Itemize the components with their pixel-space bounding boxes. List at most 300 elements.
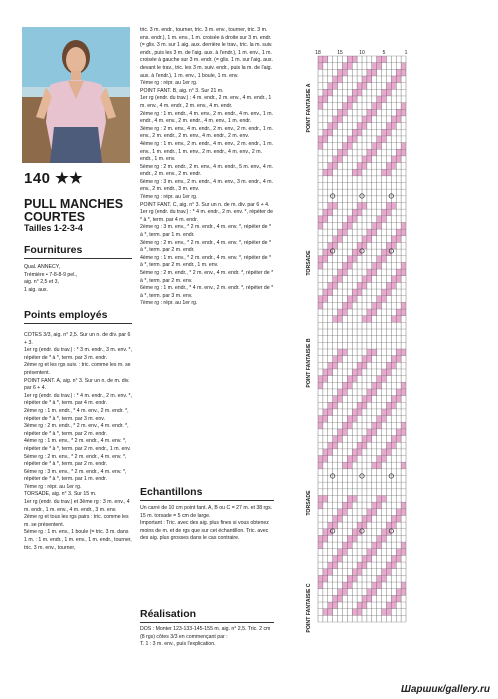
- chart-purl-cell: [391, 116, 396, 123]
- chart-purl-cell: [396, 109, 401, 116]
- chart-purl-cell: [367, 269, 372, 276]
- chart-purl-cell: [396, 595, 401, 602]
- chart-purl-cell: [401, 462, 406, 469]
- chart-purl-cell: [338, 595, 343, 602]
- chart-purl-cell: [342, 582, 347, 589]
- chart-purl-cell: [401, 382, 406, 389]
- chart-purl-cell: [367, 276, 372, 283]
- chart-purl-cell: [347, 582, 352, 589]
- chart-purl-cell: [396, 509, 401, 516]
- chart-purl-cell: [347, 535, 352, 542]
- chart-purl-cell: [382, 216, 387, 223]
- chart-purl-cell: [396, 309, 401, 316]
- model-photo: [22, 27, 130, 163]
- chart-purl-cell: [362, 362, 367, 369]
- chart-purl-cell: [377, 575, 382, 582]
- chart-purl-cell: [328, 602, 333, 609]
- chart-purl-cell: [372, 143, 377, 150]
- chart-purl-cell: [342, 502, 347, 509]
- chart-purl-cell: [391, 123, 396, 130]
- chart-purl-cell: [372, 63, 377, 70]
- chart-purl-cell: [372, 149, 377, 156]
- chart-purl-cell: [367, 356, 372, 363]
- chart-purl-cell: [328, 362, 333, 369]
- chart-purl-cell: [352, 529, 357, 536]
- chart-purl-cell: [367, 349, 372, 356]
- chart-purl-cell: [391, 202, 396, 209]
- chart-purl-cell: [357, 209, 362, 216]
- chart-purl-cell: [347, 502, 352, 509]
- chart-purl-cell: [318, 222, 323, 229]
- chart-purl-cell: [347, 296, 352, 303]
- chart-section-label: POINT FANTAISIE A: [306, 83, 312, 133]
- chart-purl-cell: [386, 282, 391, 289]
- chart-purl-cell: [377, 456, 382, 463]
- chart-purl-cell: [372, 429, 377, 436]
- chart-purl-cell: [342, 549, 347, 556]
- chart-purl-cell: [318, 502, 323, 509]
- chart-purl-cell: [377, 302, 382, 309]
- chart-purl-cell: [323, 416, 328, 423]
- chart-purl-cell: [318, 462, 323, 469]
- chart-purl-cell: [401, 389, 406, 396]
- chart-purl-cell: [362, 76, 367, 83]
- chart-purl-cell: [342, 109, 347, 116]
- chart-purl-cell: [382, 495, 387, 502]
- chart-purl-cell: [382, 96, 387, 103]
- chart-purl-cell: [377, 63, 382, 70]
- chart-purl-cell: [338, 76, 343, 83]
- chart-purl-cell: [342, 103, 347, 110]
- chart-purl-cell: [352, 376, 357, 383]
- chart-purl-cell: [338, 236, 343, 243]
- chart-purl-cell: [347, 262, 352, 269]
- chart-purl-cell: [377, 103, 382, 110]
- pattern-title: PULL MANCHES COURTES: [24, 197, 124, 224]
- chart-purl-cell: [318, 382, 323, 389]
- chart-section-label: POINT FANTAISIE C: [306, 583, 312, 633]
- chart-purl-cell: [342, 382, 347, 389]
- chart-purl-cell: [318, 535, 323, 542]
- chart-purl-cell: [391, 356, 396, 363]
- chart-purl-cell: [367, 76, 372, 83]
- chart-purl-cell: [377, 256, 382, 263]
- chart-purl-cell: [377, 143, 382, 150]
- chart-purl-cell: [347, 382, 352, 389]
- chart-purl-cell: [382, 136, 387, 143]
- chart-purl-cell: [372, 269, 377, 276]
- chart-purl-cell: [338, 349, 343, 356]
- chart-purl-cell: [357, 282, 362, 289]
- chart-purl-cell: [362, 116, 367, 123]
- chart-purl-cell: [318, 416, 323, 423]
- chart-purl-cell: [342, 222, 347, 229]
- chart-purl-cell: [386, 569, 391, 576]
- chart-purl-cell: [333, 242, 338, 249]
- chart-purl-cell: [386, 249, 391, 256]
- chart-purl-cell: [377, 296, 382, 303]
- chart-purl-cell: [396, 436, 401, 443]
- chart-purl-cell: [357, 609, 362, 616]
- chart-purl-cell: [318, 136, 323, 143]
- chart-purl-cell: [367, 595, 372, 602]
- chart-purl-cell: [396, 236, 401, 243]
- chart-purl-cell: [338, 149, 343, 156]
- chart-purl-cell: [362, 236, 367, 243]
- chart-purl-cell: [386, 522, 391, 529]
- chart-purl-cell: [357, 89, 362, 96]
- section-fournitures: Fournitures: [24, 244, 83, 256]
- points-text-continued: tric. 3 m. endr., tourner, tric. 3 m. env., tourner, tric. 3 m. ens. endr.), 1 m. env., 1 m. croisée à droite sur 3 m. endr. (= glis. 3 m. sur 1 aig. aux. derrière le trav., tric. la m. suiv. endr., puis les 3 m. de l'aig. aux. à l'endr.), 1 m. env., 1 m. croisée à gauche sur 3 m. endr. (= glis. 1 m. sur l'aig. aux. devant le trav., tric. les 3 m. suiv. endr., puis la m. de l'aig. aux. à l'endr.), 1 m. env., 1 boule, 1 m. env. 7ème rg : répr. au 1er rg. POINT FANT. B, aig. n° 3. Sur 21 m. 1er rg (endr. du trav.) : 4 m. endr., 2 m. env., 4 m. endr., 1 m. env., 4 m. endr., 2 m. env., 4 m. endr. 2ème rg : 1 m. endr., 4 m. env., 2 m. endr., 4 m. env., 1 m. endr., 4 m. env., 2 m. endr., 4 m. env., 1 m. endr. 3ème rg : 2 m. env., 4 m. endr., 2 m. env., 2 m. endr., 1 m. env., 2 m. endr., 2 m. env., 4 m. endr., 2 m. env. 4ème rg : 1 m. env., 2 m. endr., 4 m. env., 2 m. endr., 1 m. env., 1 m. endr., 1 m. env., 2 m. endr., 4 m. env., 2 m. endr., 1 m. env. 5ème rg : 2 m. endr., 2 m. env., 4 m. endr., 5 m. env., 4 m. endr., 2 m. env., 2 m. endr. 6ème rg : 3 m. env., 2 m. endr., 4 m. env., 3 m. endr., 4 m. env., 2 m. endr., 3 m. env. 7ème rg : répr. au 1er rg. POINT FANT. C, aig. n° 3. Sur un n. de m. div. par 6 + 4. 1er rg (endr. du trav.) : * 4 m. endr., 2 m. env. *, répéter de * à *, term. par 4 m. endr. 2ème rg : 3 m. env., * 2 m. endr., 4 m. env. *, répéter de * à *, term. par 1 m. endr. 3ème rg : 2 m. env., * 2 m. endr., 4 m. env. *, répéter de * à *, term. par 2 m. endr. 4ème rg : 1 m. env., * 2 m. endr., 4 m. env. *, répéter de * à *, term. par 2 m. endr., 1 m. env. 5ème rg : 2 m. endr., * 2 m. env., 4 m. endr. *, répéter de * à *, term. par 2 m. env. 6ème rg : 1 m. endr., * 4 m. env., 2 m. endr. *, répéter de * à *, term. par 3 m. env. 7ème rg : répr. au 1er rg.: [140, 27, 274, 307]
- chart-purl-cell: [318, 216, 323, 223]
- chart-purl-cell: [318, 376, 323, 383]
- chart-purl-cell: [367, 396, 372, 403]
- chart-purl-cell: [347, 495, 352, 502]
- chart-purl-cell: [372, 502, 377, 509]
- chart-purl-cell: [323, 296, 328, 303]
- chart-purl-cell: [357, 163, 362, 170]
- chart-purl-cell: [391, 436, 396, 443]
- realisation-text: DOS : Monter 123-133-145-155 m. aig. n° 2,5. Tric. 2 cm (8 rgs) côtes 3/3 en commençant par : T. 1 : 3 m. env., puis l'explication.: [140, 626, 271, 648]
- chart-purl-cell: [367, 389, 372, 396]
- chart-purl-cell: [401, 549, 406, 556]
- chart-purl-cell: [328, 282, 333, 289]
- chart-purl-cell: [352, 409, 357, 416]
- chart-purl-cell: [386, 123, 391, 130]
- chart-purl-cell: [377, 582, 382, 589]
- chart-purl-cell: [323, 96, 328, 103]
- chart-purl-cell: [328, 402, 333, 409]
- chart-purl-cell: [362, 436, 367, 443]
- chart-purl-cell: [347, 416, 352, 423]
- chart-purl-cell: [372, 222, 377, 229]
- chart-purl-cell: [401, 422, 406, 429]
- chart-purl-cell: [318, 56, 323, 63]
- chart-purl-cell: [382, 535, 387, 542]
- chart-purl-cell: [362, 163, 367, 170]
- chart-purl-cell: [362, 555, 367, 562]
- chart-purl-cell: [367, 429, 372, 436]
- chart-purl-cell: [342, 349, 347, 356]
- chart-purl-cell: [328, 562, 333, 569]
- chart-purl-cell: [328, 129, 333, 136]
- chart-purl-cell: [377, 136, 382, 143]
- divider: [24, 258, 132, 259]
- chart-purl-cell: [323, 129, 328, 136]
- chart-purl-cell: [338, 356, 343, 363]
- chart-purl-cell: [347, 462, 352, 469]
- chart-purl-cell: [352, 249, 357, 256]
- chart-purl-cell: [352, 216, 357, 223]
- chart-purl-cell: [347, 376, 352, 383]
- chart-purl-cell: [357, 569, 362, 576]
- chart-purl-cell: [382, 575, 387, 582]
- chart-purl-cell: [328, 123, 333, 130]
- chart-purl-cell: [382, 256, 387, 263]
- chart-purl-cell: [328, 369, 333, 376]
- chart-purl-cell: [318, 495, 323, 502]
- chart-purl-cell: [391, 362, 396, 369]
- chart-purl-cell: [342, 509, 347, 516]
- chart-purl-cell: [367, 149, 372, 156]
- chart-purl-cell: [323, 609, 328, 616]
- chart-purl-cell: [391, 602, 396, 609]
- chart-purl-cell: [377, 542, 382, 549]
- chart-purl-cell: [367, 555, 372, 562]
- chart-purl-cell: [401, 63, 406, 70]
- chart-purl-cell: [377, 56, 382, 63]
- chart-purl-cell: [352, 296, 357, 303]
- chart-purl-cell: [401, 582, 406, 589]
- chart-purl-cell: [386, 202, 391, 209]
- chart-top-number: 10: [359, 50, 365, 56]
- chart-purl-cell: [352, 96, 357, 103]
- chart-purl-cell: [372, 109, 377, 116]
- chart-purl-cell: [357, 169, 362, 176]
- chart-purl-cell: [396, 549, 401, 556]
- chart-purl-cell: [357, 522, 362, 529]
- chart-purl-cell: [396, 349, 401, 356]
- section-echantillons: Echantillons: [140, 486, 203, 498]
- chart-purl-cell: [372, 542, 377, 549]
- chart-purl-cell: [333, 562, 338, 569]
- chart-purl-cell: [333, 202, 338, 209]
- chart-purl-cell: [377, 376, 382, 383]
- chart-purl-cell: [377, 535, 382, 542]
- chart-purl-cell: [347, 256, 352, 263]
- chart-purl-cell: [352, 56, 357, 63]
- chart-purl-cell: [396, 429, 401, 436]
- chart-purl-cell: [323, 56, 328, 63]
- chart-purl-cell: [386, 242, 391, 249]
- chart-purl-cell: [342, 229, 347, 236]
- chart-purl-cell: [342, 269, 347, 276]
- chart-purl-cell: [391, 276, 396, 283]
- chart-purl-cell: [401, 429, 406, 436]
- chart-purl-cell: [367, 69, 372, 76]
- chart-purl-cell: [338, 429, 343, 436]
- chart-purl-cell: [367, 509, 372, 516]
- chart-purl-cell: [338, 549, 343, 556]
- chart-purl-cell: [328, 442, 333, 449]
- chart-purl-cell: [333, 123, 338, 130]
- chart-purl-cell: [382, 376, 387, 383]
- chart-purl-cell: [342, 302, 347, 309]
- chart-purl-cell: [372, 509, 377, 516]
- chart-purl-cell: [323, 89, 328, 96]
- chart-purl-cell: [338, 269, 343, 276]
- chart-purl-cell: [391, 83, 396, 90]
- chart-purl-cell: [318, 262, 323, 269]
- chart-purl-cell: [328, 522, 333, 529]
- chart-purl-cell: [357, 362, 362, 369]
- chart-purl-cell: [401, 222, 406, 229]
- chart-purl-cell: [372, 549, 377, 556]
- chart-purl-cell: [323, 169, 328, 176]
- chart-purl-cell: [377, 262, 382, 269]
- chart-purl-cell: [357, 369, 362, 376]
- chart-purl-cell: [342, 589, 347, 596]
- chart-purl-cell: [372, 589, 377, 596]
- chart-purl-cell: [338, 396, 343, 403]
- chart-purl-cell: [396, 396, 401, 403]
- chart-purl-cell: [382, 369, 387, 376]
- chart-purl-cell: [357, 83, 362, 90]
- chart-purl-cell: [391, 316, 396, 323]
- chart-purl-cell: [318, 456, 323, 463]
- chart-purl-cell: [357, 402, 362, 409]
- chart-purl-cell: [328, 569, 333, 576]
- chart-purl-cell: [377, 96, 382, 103]
- chart-purl-cell: [386, 449, 391, 456]
- chart-purl-cell: [357, 202, 362, 209]
- chart-purl-cell: [396, 76, 401, 83]
- chart-purl-cell: [386, 409, 391, 416]
- chart-purl-cell: [396, 116, 401, 123]
- chart-purl-cell: [338, 116, 343, 123]
- chart-purl-cell: [372, 462, 377, 469]
- chart-purl-cell: [362, 282, 367, 289]
- chart-purl-cell: [382, 249, 387, 256]
- chart-top-number: 5: [382, 50, 386, 56]
- chart-purl-cell: [323, 289, 328, 296]
- chart-purl-cell: [328, 163, 333, 170]
- chart-purl-cell: [318, 256, 323, 263]
- chart-purl-cell: [401, 69, 406, 76]
- chart-purl-cell: [338, 555, 343, 562]
- chart-purl-cell: [328, 209, 333, 216]
- chart-purl-cell: [391, 163, 396, 170]
- chart-purl-cell: [328, 609, 333, 616]
- chart-section-label: TORSADE: [306, 250, 312, 276]
- chart-purl-cell: [377, 495, 382, 502]
- chart-purl-cell: [328, 409, 333, 416]
- chart-purl-cell: [347, 103, 352, 110]
- chart-purl-cell: [333, 83, 338, 90]
- chart-purl-cell: [318, 575, 323, 582]
- chart-purl-cell: [386, 362, 391, 369]
- chart-purl-cell: [342, 542, 347, 549]
- chart-purl-cell: [338, 316, 343, 323]
- chart-purl-cell: [367, 229, 372, 236]
- chart-purl-cell: [367, 436, 372, 443]
- chart-purl-cell: [382, 569, 387, 576]
- chart-purl-cell: [396, 389, 401, 396]
- chart-purl-cell: [367, 549, 372, 556]
- chart-purl-cell: [333, 396, 338, 403]
- chart-purl-cell: [401, 309, 406, 316]
- chart-purl-cell: [338, 436, 343, 443]
- chart-purl-cell: [396, 229, 401, 236]
- chart-purl-cell: [367, 116, 372, 123]
- chart-purl-cell: [367, 515, 372, 522]
- chart-purl-cell: [328, 449, 333, 456]
- chart-purl-cell: [367, 236, 372, 243]
- chart-purl-cell: [401, 109, 406, 116]
- chart-purl-cell: [323, 569, 328, 576]
- chart-purl-cell: [338, 589, 343, 596]
- chart-purl-cell: [357, 562, 362, 569]
- chart-purl-cell: [362, 515, 367, 522]
- chart-purl-cell: [323, 249, 328, 256]
- chart-purl-cell: [372, 309, 377, 316]
- chart-purl-cell: [347, 302, 352, 309]
- chart-purl-cell: [386, 562, 391, 569]
- chart-purl-cell: [401, 349, 406, 356]
- watermark: Шаршик/gallery.ru: [401, 684, 490, 695]
- chart-purl-cell: [386, 89, 391, 96]
- chart-purl-cell: [333, 116, 338, 123]
- chart-purl-cell: [352, 456, 357, 463]
- chart-purl-cell: [352, 609, 357, 616]
- chart-purl-cell: [377, 422, 382, 429]
- chart-purl-cell: [386, 289, 391, 296]
- chart-purl-cell: [391, 282, 396, 289]
- chart-purl-cell: [342, 309, 347, 316]
- chart-purl-cell: [386, 169, 391, 176]
- chart-purl-cell: [328, 83, 333, 90]
- chart-purl-cell: [342, 149, 347, 156]
- chart-purl-cell: [352, 169, 357, 176]
- chart-purl-cell: [367, 156, 372, 163]
- chart-purl-cell: [382, 56, 387, 63]
- chart-purl-cell: [391, 515, 396, 522]
- chart-purl-cell: [318, 143, 323, 150]
- chart-purl-cell: [352, 209, 357, 216]
- chart-purl-cell: [318, 63, 323, 70]
- chart-purl-cell: [338, 109, 343, 116]
- chart-purl-cell: [347, 136, 352, 143]
- chart-purl-cell: [352, 449, 357, 456]
- chart-purl-cell: [362, 402, 367, 409]
- chart-top-number: 1: [404, 50, 408, 56]
- section-realisation: Réalisation: [140, 608, 197, 620]
- chart-purl-cell: [333, 515, 338, 522]
- chart-purl-cell: [396, 276, 401, 283]
- chart-purl-cell: [333, 316, 338, 323]
- chart-purl-cell: [323, 136, 328, 143]
- chart-purl-cell: [342, 422, 347, 429]
- chart-purl-cell: [377, 416, 382, 423]
- chart-purl-cell: [347, 63, 352, 70]
- chart-purl-cell: [347, 575, 352, 582]
- chart-purl-cell: [367, 109, 372, 116]
- chart-purl-cell: [391, 442, 396, 449]
- chart-purl-cell: [318, 96, 323, 103]
- chart-purl-cell: [377, 502, 382, 509]
- chart-purl-cell: [352, 256, 357, 263]
- chart-purl-cell: [362, 595, 367, 602]
- chart-purl-cell: [333, 76, 338, 83]
- divider: [140, 622, 274, 623]
- chart-purl-cell: [333, 236, 338, 243]
- chart-purl-cell: [323, 256, 328, 263]
- chart-purl-cell: [357, 529, 362, 536]
- chart-purl-cell: [401, 509, 406, 516]
- chart-purl-cell: [377, 222, 382, 229]
- chart-top-number: 15: [337, 50, 343, 56]
- chart-purl-cell: [391, 396, 396, 403]
- chart-purl-cell: [333, 595, 338, 602]
- chart-purl-cell: [357, 409, 362, 416]
- chart-purl-cell: [401, 103, 406, 110]
- chart-purl-cell: [318, 296, 323, 303]
- chart-purl-cell: [372, 389, 377, 396]
- chart-purl-cell: [338, 509, 343, 516]
- chart-purl-cell: [347, 456, 352, 463]
- chart-purl-cell: [382, 129, 387, 136]
- chart-purl-cell: [362, 156, 367, 163]
